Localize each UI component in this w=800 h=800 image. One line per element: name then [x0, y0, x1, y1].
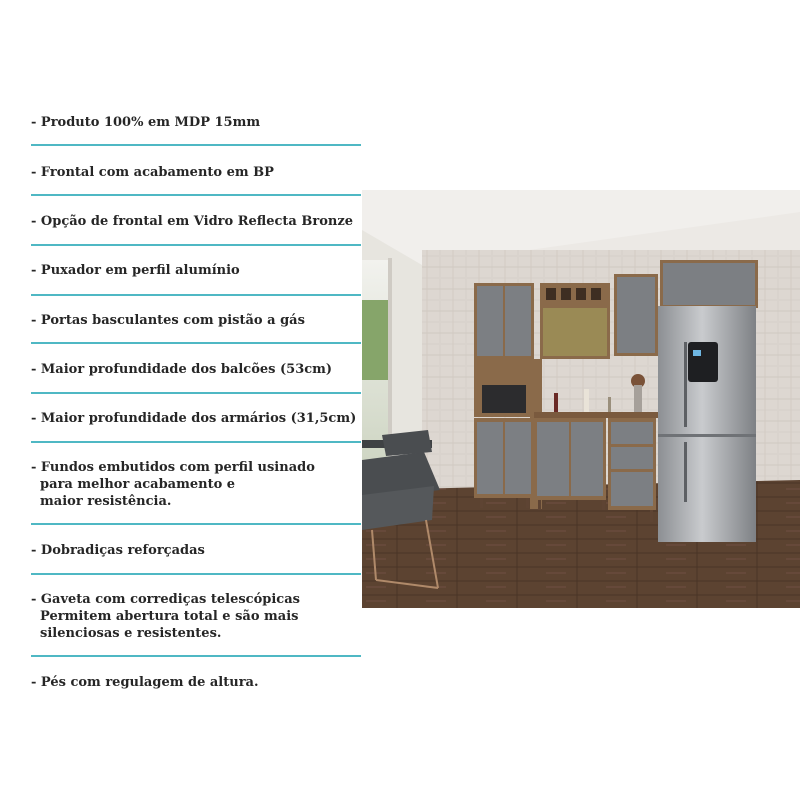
divider — [31, 294, 361, 296]
divider — [31, 441, 361, 443]
refrigerator — [658, 306, 756, 542]
feature-text: - Fundos embutidos com perfil usinado para melhor acabamento e maior resistência. — [31, 460, 315, 509]
feature-list — [0, 0, 362, 800]
feature-text: - Maior profundidade dos balcões (53cm) — [31, 362, 333, 377]
garden-view — [362, 300, 388, 380]
divider — [31, 573, 361, 575]
divider — [31, 392, 361, 394]
divider — [31, 194, 361, 196]
feature-text: - Pés com regulagem de altura. — [31, 675, 259, 690]
feature-text: - Produto 100% em MDP 15mm — [31, 115, 261, 130]
fridge-display — [688, 342, 718, 382]
feature-text: - Gaveta com corrediças telescópicas Permitem abertura total e são mais silenciosas e resistentes. — [31, 592, 300, 641]
feature-text: - Frontal com acabamento em BP — [31, 165, 274, 180]
microwave — [482, 385, 526, 413]
feature-text: - Portas basculantes com pistão a gás — [31, 313, 305, 328]
countertop — [534, 412, 658, 418]
divider — [31, 523, 361, 525]
feature-text: - Opção de frontal em Vidro Reflecta Bronze — [31, 214, 353, 229]
kitchen-illustration — [362, 190, 800, 608]
feature-text: - Maior profundidade dos armários (31,5cm) — [31, 411, 357, 426]
divider — [31, 144, 361, 146]
divider — [31, 342, 361, 344]
divider — [31, 244, 361, 246]
feature-text: - Dobradiças reforçadas — [31, 543, 205, 558]
feature-text: - Puxador em perfil alumínio — [31, 263, 240, 278]
kitchen-product-photo — [362, 190, 800, 608]
divider — [31, 655, 361, 657]
